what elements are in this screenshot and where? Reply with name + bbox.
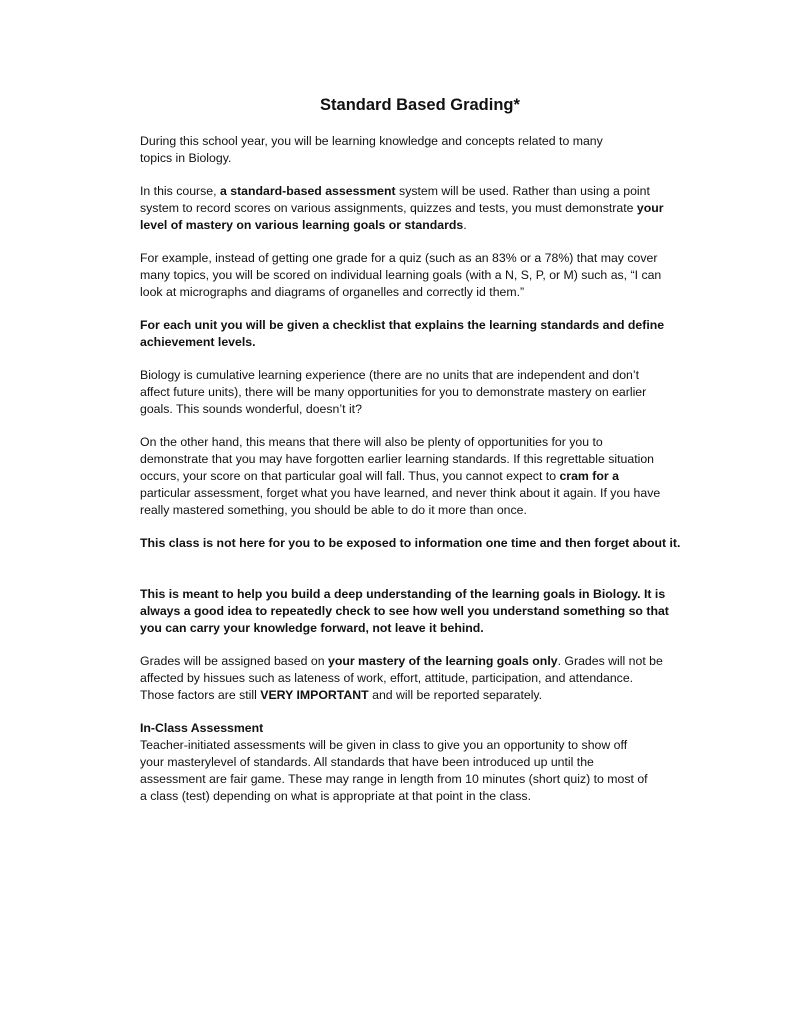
text-line: occurs, your score on that particular goal will fall. Thus, you cannot expect to cram for a [140,469,619,483]
bold-phrase: your mastery of the learning goals only [327,654,558,668]
text-line: look at micrographs and diagrams of organelles and correctly id them.” [140,285,525,299]
text-line: This class is not here for you to be exposed to information one time and then forget about it. [140,536,681,550]
emphasis-paragraph [140,535,700,552]
text-line: Teacher-initiated assessments will be given in class to give you an opportunity to show off [140,738,628,752]
text-line: During this school year, you will be learning knowledge and concepts related to many [140,134,603,148]
bold-phrase: your [636,201,664,215]
text-line: Grades will be assigned based on your mastery of the learning goals only. Grades will not be [140,654,663,668]
course-paragraph [140,183,700,234]
text-line: you can carry your knowledge forward, not leave it behind. [140,621,484,635]
purpose-paragraph [140,586,700,637]
in-class-assessment-section [140,720,700,805]
example-paragraph [140,250,700,301]
bold-phrase: a standard-based assessment [219,184,396,198]
bold-phrase: cram for a [559,469,619,483]
text-line: assessment are fair game. These may range in length from 10 minutes (short quiz) to most of [140,772,648,786]
text-line: system to record scores on various assignments, quizzes and tests, you must demonstrate your [140,201,664,215]
bold-phrase: VERY IMPORTANT [260,688,369,702]
text-line: your masterylevel of standards. All standards that have been introduced up until the [140,755,594,769]
text-line: Those factors are still VERY IMPORTANT and will be reported separately. [140,688,543,702]
bold-phrase: level of mastery on various learning goals or standards [140,218,464,232]
text-line: For example, instead of getting one grade for a quiz (such as an 83% or a 78%) that may cover [140,251,658,265]
checklist-paragraph [140,317,700,351]
text-line: particular assessment, forget what you have learned, and never think about it again. If you have [140,486,661,500]
text-line: always a good idea to repeatedly check to see how well you understand something so that [140,604,669,618]
cumulative-paragraph [140,367,700,418]
section-heading: In-Class Assessment [140,721,264,735]
text-line: Biology is cumulative learning experience (there are no units that are independent and don’t [140,368,640,382]
text-line: really mastered something, you should be able to do it more than once. [140,503,527,517]
text-line: affect future units), there will be many opportunities for you to demonstrate mastery on earlier [140,385,647,399]
page-title: Standard Based Grading* [320,96,520,114]
text-line: affected by hissues such as lateness of work, effort, attitude, participation, and attendance. [140,671,634,685]
intro-paragraph [140,133,700,167]
text-line: On the other hand, this means that there will also be plenty of opportunities for you to [140,435,603,449]
text-line: demonstrate that you may have forgotten earlier learning standards. If this regrettable situation [140,452,655,466]
document-page [140,94,700,805]
other-hand-paragraph [140,434,700,519]
text-line: a class (test) depending on what is appropriate at that point in the class. [140,789,531,803]
text-line: achievement levels. [140,335,256,349]
text-line: level of mastery on various learning goals or standards. [140,218,467,232]
text-line: For each unit you will be given a checklist that explains the learning standards and define [140,318,665,332]
text-line: goals. This sounds wonderful, doesn’t it? [140,402,362,416]
text-line: In this course, a standard-based assessment system will be used. Rather than using a point [140,184,650,198]
text-line: topics in Biology. [140,151,232,165]
grades-paragraph [140,653,700,704]
text-line: This is meant to help you build a deep understanding of the learning goals in Biology. It is [140,587,666,601]
text-line: many topics, you will be scored on individual learning goals (with a N, S, P, or M) such as, “I can [140,268,662,282]
